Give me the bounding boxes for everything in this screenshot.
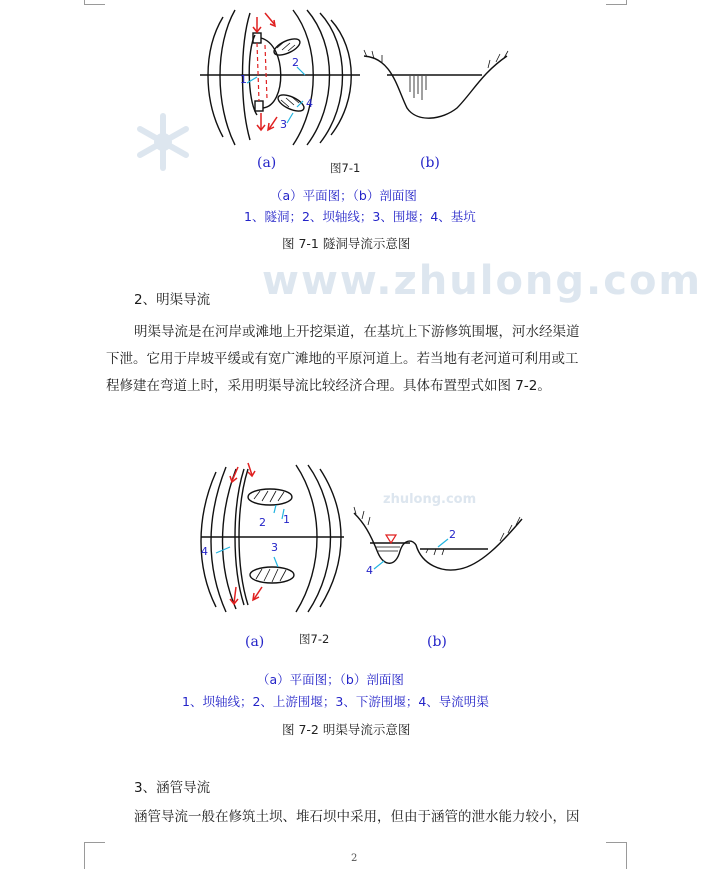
section3-para-line-1: 涵管导流一般在修筑土坝、堆石坝中采用，但由于涵管的泄水能力较小，因 xyxy=(134,809,580,825)
section3-heading: 3、涵管导流 xyxy=(134,780,211,796)
fig1-legend: 1、隧洞；2、坝轴线；3、围堰；4、基坑 xyxy=(244,209,476,224)
fig2-num-4: 4 xyxy=(201,545,208,558)
fig2-section-num-4: 4 xyxy=(366,564,373,577)
crop-mark-bottom-left xyxy=(84,842,105,869)
crop-mark-bottom-right xyxy=(606,842,627,869)
fig1-caption-views: （a）平面图；（b）剖面图 xyxy=(270,188,417,203)
fig1-num-2: 2 xyxy=(292,56,299,69)
section2-para-line-1: 明渠导流是在河岸或滩地上开挖渠道，在基坑上下游修筑围堰，河水经渠道 xyxy=(134,324,580,340)
fig2-num-2: 2 xyxy=(259,516,266,529)
fig2-caption-views: （a）平面图；（b）剖面图 xyxy=(257,672,404,687)
crop-mark-top-right xyxy=(606,0,627,5)
fig1-title: 图7-1 xyxy=(330,161,361,175)
fig2-label-b: (b) xyxy=(427,634,447,650)
fig2-plan-diagram xyxy=(196,457,346,617)
watermark-snowflake-icon xyxy=(133,112,193,172)
fig1-num-1: 1 xyxy=(240,73,247,86)
page-number: 2 xyxy=(351,853,358,864)
fig2-label-a: (a) xyxy=(245,634,265,650)
fig1-caption: 图 7-1 隧洞导流示意图 xyxy=(282,236,411,251)
fig1-section-diagram xyxy=(362,48,512,128)
section2-para-line-3: 程修建在弯道上时，采用明渠导流比较经济合理。具体布置型式如图 7-2。 xyxy=(106,378,551,394)
watermark-text: www.zhulong.com xyxy=(262,258,703,304)
fig1-num-4: 4 xyxy=(306,97,313,110)
fig1-label-b: (b) xyxy=(420,155,440,171)
fig2-title: 图7-2 xyxy=(299,632,330,646)
fig2-caption: 图 7-2 明渠导流示意图 xyxy=(282,722,411,737)
fig2-num-1: 1 xyxy=(283,513,290,526)
fig1-num-3: 3 xyxy=(280,118,287,131)
fig2-num-3: 3 xyxy=(271,541,278,554)
crop-mark-top-left xyxy=(84,0,105,5)
fig1-plan-diagram xyxy=(195,5,365,155)
fig2-section-num-2: 2 xyxy=(449,528,456,541)
watermark-small: zhulong.com xyxy=(383,492,477,507)
fig1-label-a: (a) xyxy=(257,155,277,171)
section2-heading: 2、明渠导流 xyxy=(134,292,211,308)
fig2-legend: 1、坝轴线；2、上游围堰；3、下游围堰；4、导流明渠 xyxy=(182,694,489,709)
section2-para-line-2: 下泄。它用于岸坡平缓或有宽广滩地的平原河道上。若当地有老河道可利用或工 xyxy=(106,351,579,367)
fig2-section-diagram xyxy=(350,505,530,585)
